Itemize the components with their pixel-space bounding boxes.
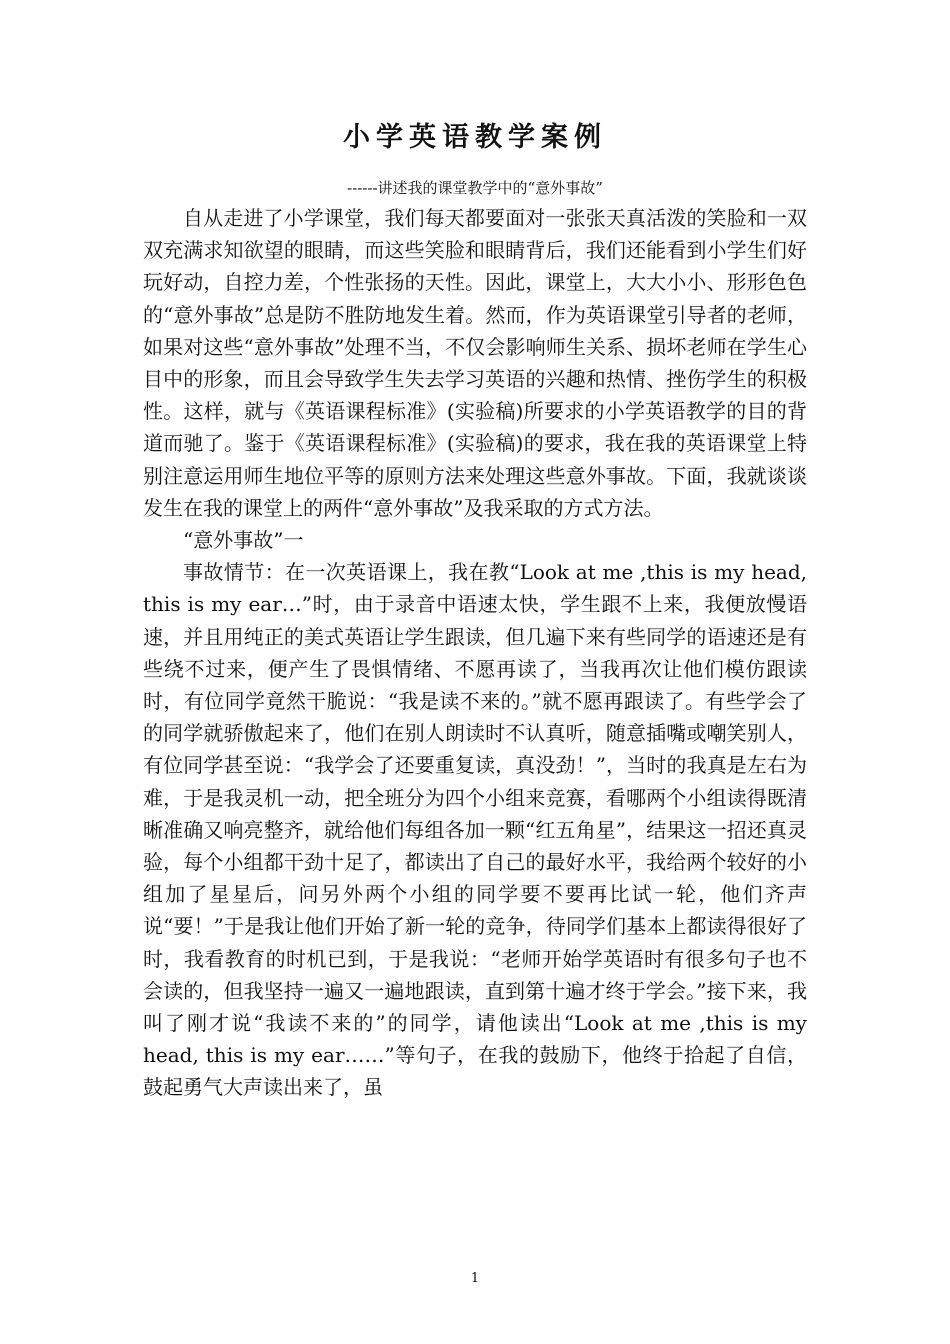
document-body xyxy=(143,202,807,1104)
document-title: 小学英语教学案例 xyxy=(343,122,607,153)
paragraph-incident-details: 事故情节：在一次英语课上，我在教“Look at me ,this is my head, this is my ear…”时，由于录音中语速太快，学生跟不上来，我便放慢语速，并且用纯正的美式英语让学生跟读，但几遍下来有些同学的语速还是有些绕不过来，便产生了畏惧情绪、不愿再读了，当我再次让他们模仿跟读时，有位同学竟然干脆说：“我是读不来的。”就不愿再跟读了。有些学会了的同学就骄傲起来了，他们在别人朗读时不认真听，随意插嘴或嘲笑别人，有位同学甚至说：“我学会了还要重复读，真没劲！”，当时的我真是左右为难，于是我灵机一动，把全班分为四个小组来竞赛，看哪两个小组读得既清晰准确又响亮整齐，就给他们每组各加一颗“红五角星”，结果这一招还真灵验，每个小组都干劲十足了，都读出了自己的最好水平，我给两个较好的小组加了星星后，问另外两个小组的同学要不要再比试一轮，他们齐声说“要！”于是我让他们开始了新一轮的竞争，待同学们基本上都读得很好了时，我看教育的时机已到，于是我说：“老师开始学英语时有很多句子也不会读的，但我坚持一遍又一遍地跟读，直到第十遍才终于学会。”接下来，我叫了刚才说“我读不来的”的同学，请他读出“Look at me ,this is my head, this is my ear……”等句子，在我的鼓励下，他终于拾起了自信，鼓起勇气大声读出来了，虽 xyxy=(143,560,807,1100)
paragraph-section-heading: “意外事故”一 xyxy=(183,528,304,553)
paragraph-introduction: 自从走进了小学课堂，我们每天都要面对一张张天真活泼的笑脸和一双双充满求知欲望的眼睛，而这些笑脸和眼睛背后，我们还能看到小学生们好玩好动，自控力差，个性张扬的天性。因此，课堂上，大大小小、形形色色的“意外事故”总是防不胜防地发生着。然而，作为英语课堂引导者的老师，如果对这些“意外事故”处理不当，不仅会影响师生关系、损坏老师在学生心目中的形象，而且会导致学生失去学习英语的兴趣和热情、挫伤学生的积极性。这样，就与《英语课程标准》(实验稿)所要求的小学英语教学的目的背道而驰了。鉴于《英语课程标准》(实验稿)的要求，我在我的英语课堂上特别注意运用师生地位平等的原则方法来处理这些意外事故。下面，我就谈谈发生在我的课堂上的两件“意外事故”及我采取的方式方法。 xyxy=(143,206,807,520)
page-number: 1 xyxy=(470,1271,480,1286)
document-subtitle: ------讲述我的课堂教学中的“意外事故” xyxy=(347,179,603,197)
